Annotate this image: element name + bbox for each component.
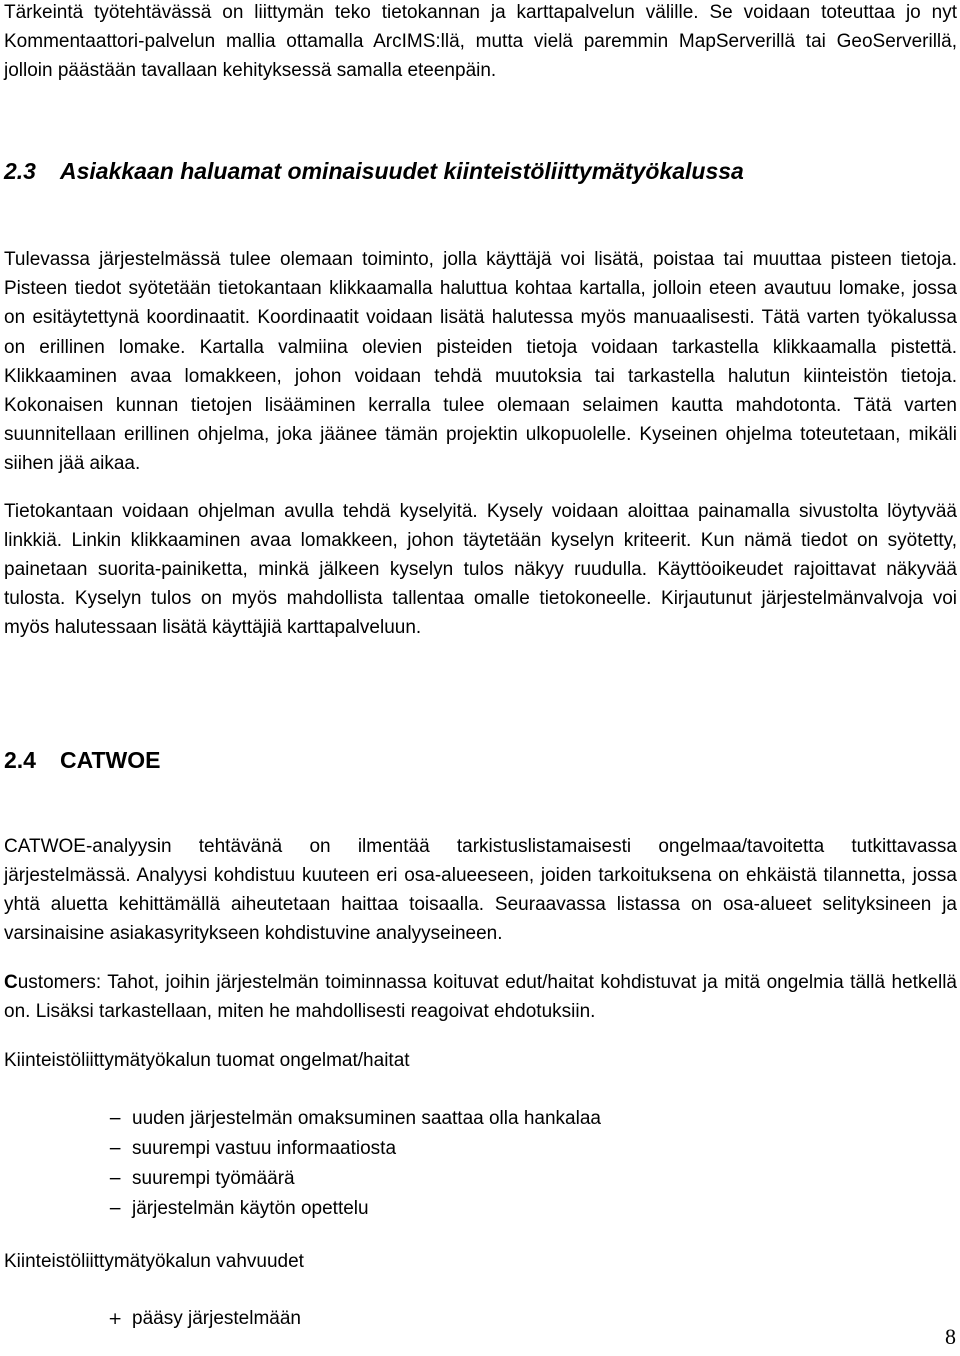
section-2-3-heading — [4, 156, 744, 186]
customers-initial: C — [4, 972, 18, 993]
list-item — [108, 1134, 601, 1164]
problems-list-title: Kiinteistöliittymätyökalun tuomat ongelmat/haitat — [4, 1050, 410, 1071]
list-item-text: järjestelmän käytön opettelu — [132, 1198, 369, 1219]
section-2-3-number: 2.3 — [4, 158, 36, 184]
list-item-text: suurempi työmäärä — [132, 1168, 295, 1189]
section-2-4-heading — [4, 745, 161, 775]
list-item-text: suurempi vastuu informaatiosta — [132, 1138, 397, 1159]
list-item — [108, 1104, 601, 1134]
dash-bullet: − — [108, 1139, 123, 1159]
strengths-list-title: Kiinteistöliittymätyökalun vahvuudet — [4, 1251, 304, 1272]
features-paragraph-1: Tulevassa järjestelmässä tulee olemaan toiminto, jolla käyttäjä voi lisätä, poistaa tai muuttaa pisteen tietoja. Pisteen tiedot syötetään tietokantaan klikkaamalla haluttua kohtaa kartalla, jolloin eteen avautuu lomake, jossa on esitäytettynä koordinaatit. Koordinaatit voidaan lisätä halutessa myös manuaalisesti. Tätä varten työkalussa on erillinen lomake. Kartalla valmiina olevien pisteiden tietoja voidaan tarkastella klikkaamalla pistettä. Klikkaaminen avaa lomakkeen, johon voidaan tehdä muutoksia tai tarkastella halutun kiinteistön tietoja. Kokonaisen kunnan tietojen lisääminen kerralla tulee olemaan selaimen kautta mahdotonta. Tätä varten suunnitellaan erillinen ohjelma, joka jäänee tämän projektin ulkopuolelle. Kyseinen ohjelma toteutetaan, mikäli siihen jää aikaa. — [4, 249, 957, 475]
strengths-list — [108, 1304, 301, 1334]
section-2-3-title: Asiakkaan haluamat ominaisuudet kiinteistöliittymätyökalussa — [60, 158, 744, 184]
page-number: 8 — [945, 1324, 956, 1349]
problems-list — [108, 1104, 601, 1224]
list-item-text: pääsy järjestelmään — [132, 1308, 301, 1329]
customers-paragraph — [4, 968, 957, 1026]
section-2-4-title: CATWOE — [60, 747, 161, 773]
customers-text: ustomers: Tahot, joihin järjestelmän toiminnassa koituvat edut/haitat kohdistuvat ja mitä ongelmia tällä hetkellä on. Lisäksi tarkastellaan, miten he mahdollisesti reagoivat ehdotuksiin. — [4, 972, 957, 1022]
list-item-text: uuden järjestelmän omaksuminen saattaa olla hankalaa — [132, 1108, 601, 1129]
catwoe-paragraph: CATWOE-analyysin tehtävänä on ilmentää tarkistuslistamaisesti ongelmaa/tavoitetta tutkittavassa järjestelmässä. Analyysi kohdistuu kuuteen eri osa-alueeseen, joiden tarkoituksena on ehkäistä tilannetta, jossa yhtä aluetta kehittämällä aiheutetaan haittaa toisaalla. Seuraavassa listassa on osa-alueet selityksineen ja varsinaisine asiakasyritykseen kohdistuvine analyyseineen. — [4, 836, 957, 944]
dash-bullet: − — [108, 1199, 123, 1219]
dash-bullet: − — [108, 1109, 123, 1129]
list-item — [108, 1304, 301, 1334]
intro-paragraph: Tärkeintä työtehtävässä on liittymän teko tietokannan ja karttapalvelun välille. Se voidaan toteuttaa jo nyt Kommentaattori-palvelun mallia ottamalla ArcIMS:llä, mutta vielä paremmin MapServerillä tai GeoServerillä, jolloin päästään tavallaan kehityksessä samalla eteenpäin. — [4, 2, 957, 81]
section-2-4-number: 2.4 — [4, 747, 36, 773]
features-paragraph-2: Tietokantaan voidaan ohjelman avulla tehdä kyselyitä. Kysely voidaan aloittaa painamalla sivustolta löytyvää linkkiä. Linkin klikkaaminen avaa lomakkeen, johon täytetään kyselyn kriteerit. Kun nämä tiedot on syötetty, painetaan suorita-painiketta, minkä jälkeen kyselyn tulos näkyy ruudulla. Käyttöoikeudet rajoittavat näkyvää tulosta. Kyselyn tulos on myös mahdollista tallentaa omalle tietokoneelle. Kirjautunut järjestelmänvalvoja voi myös halutessaan lisätä käyttäjiä karttapalveluun. — [4, 501, 957, 638]
list-item — [108, 1164, 601, 1194]
list-item — [108, 1194, 601, 1224]
plus-bullet: + — [108, 1309, 123, 1329]
dash-bullet: − — [108, 1169, 123, 1189]
